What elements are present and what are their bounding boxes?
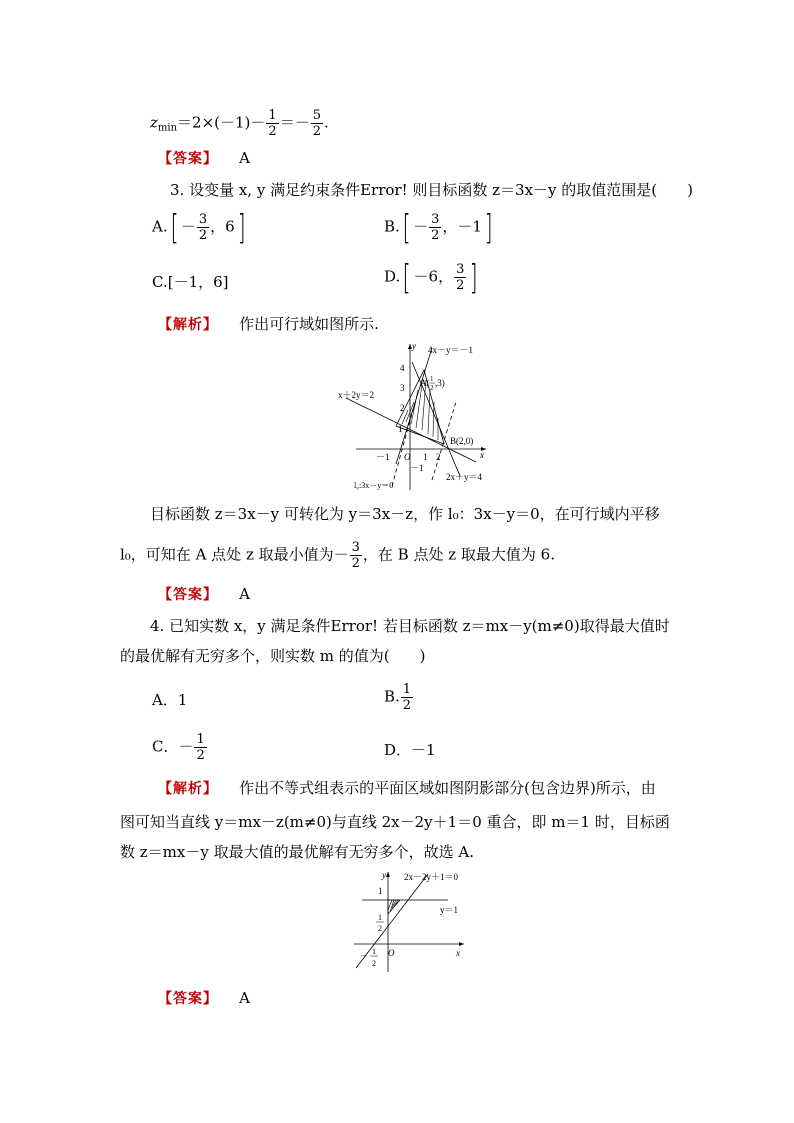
label-2x-y: 2x＋y＝4	[446, 472, 483, 482]
label-line: 2x－2y＋1＝0	[404, 872, 459, 882]
solution-3-line-3: l₀，可知在 A 点处 z 取最小值为－ $\frac{3}{2}$ ，在 B 点处 z 取最大值为 6.	[120, 540, 555, 571]
solution-3-head: 【解析】 作出可行域如图所示.	[158, 315, 379, 333]
svg-text:2: 2	[430, 384, 434, 392]
svg-text:1: 1	[423, 452, 428, 462]
z-min-formula: $z_{min}=2\times(-1)-$ $\frac{1}{2}$ ＝－ $\frac{5}{2}$ .	[150, 108, 329, 139]
q3-option-b: B.[ － $\frac{3}{2}$ ，－1]	[384, 207, 493, 248]
svg-text:3: 3	[400, 383, 405, 393]
svg-text:2: 2	[436, 452, 441, 462]
svg-text:1: 1	[398, 424, 403, 434]
answer-value: A	[239, 149, 250, 167]
svg-text:－1: －1	[410, 463, 424, 473]
svg-text:2: 2	[372, 959, 376, 968]
svg-text:4: 4	[400, 363, 405, 373]
answer-3: 【答案】 A	[158, 989, 250, 1007]
svg-text:,3): ,3)	[435, 378, 445, 388]
question-4-line-1: 4. 已知实数 x，y 满足条件Error! 若目标函数 z＝mx－y(m≠0)取得最大值时	[150, 617, 670, 635]
region-hatching	[388, 900, 400, 912]
svg-text:－1: －1	[376, 452, 390, 462]
label-point-a: A(	[420, 378, 430, 388]
svg-text:1: 1	[372, 947, 376, 956]
question-3-stem: 3. 设变量 x, y 满足约束条件Error! 则目标函数 z＝3x－y 的取值范围是( )	[170, 181, 693, 199]
origin-label: O	[388, 948, 395, 958]
label-x-2y: x＋2y＝2	[338, 390, 375, 400]
label-point-b: B(2,0)	[450, 436, 474, 446]
y-axis-label: y	[412, 341, 416, 351]
label-l0: l₀:3x－y＝0	[354, 481, 394, 490]
feasible-region-figure-1	[336, 340, 486, 492]
svg-text:2: 2	[378, 924, 382, 933]
answer-1	[158, 148, 250, 168]
q4-option-a: A．1	[152, 691, 188, 709]
x-axis-label: x	[480, 450, 484, 460]
q4-option-c: C．－ $\frac{1}{2}$	[152, 732, 205, 763]
x-axis-label: x	[456, 948, 460, 958]
question-4-line-2: 的最优解有无穷多个，则实数 m 的值为( )	[120, 647, 426, 665]
label-y-1: y＝1	[440, 905, 459, 915]
label-4x-y: 4x－y＝－1	[428, 345, 474, 355]
q4-option-d: D．－1	[384, 741, 436, 759]
origin-label: O	[404, 452, 411, 462]
svg-text:1: 1	[430, 375, 434, 383]
line-x-2y	[346, 398, 476, 462]
answer-tag: 【答案】	[158, 151, 218, 167]
solution-4-head: 【解析】 作出不等式组表示的平面区域如图阴影部分(包含边界)所示，由	[158, 779, 656, 797]
svg-text:1: 1	[378, 886, 383, 896]
y-axis-label: y	[382, 870, 386, 880]
svg-text:2: 2	[400, 403, 405, 413]
svg-text:1: 1	[378, 913, 382, 922]
q3-option-a: A.[ － $\frac{3}{2}$ ，6]	[152, 207, 246, 248]
solution-4-line-2: 图可知当直线 y＝mx－z(m≠0)与直线 2x－2y＋1＝0 重合，即 m＝1 时，目标函	[120, 813, 670, 831]
q3-option-c: C.[－1，6]	[152, 273, 229, 291]
q3-option-d: D.[ －6， $\frac{3}{2}$ ]	[384, 257, 478, 298]
solution-3-line-2: 目标函数 z＝3x－y 可转化为 y＝3x－z，作 l₀：3x－y＝0，在可行域内平移	[150, 505, 660, 523]
feasible-region-figure-2	[352, 870, 468, 974]
solution-4-line-3: 数 z＝mx－y 取最大值的最优解有无穷多个，故选 A.	[120, 843, 474, 861]
svg-text:－: －	[360, 951, 368, 960]
answer-2: 【答案】 A	[158, 585, 250, 603]
q4-option-b: B. $\frac{1}{2}$	[384, 682, 412, 713]
